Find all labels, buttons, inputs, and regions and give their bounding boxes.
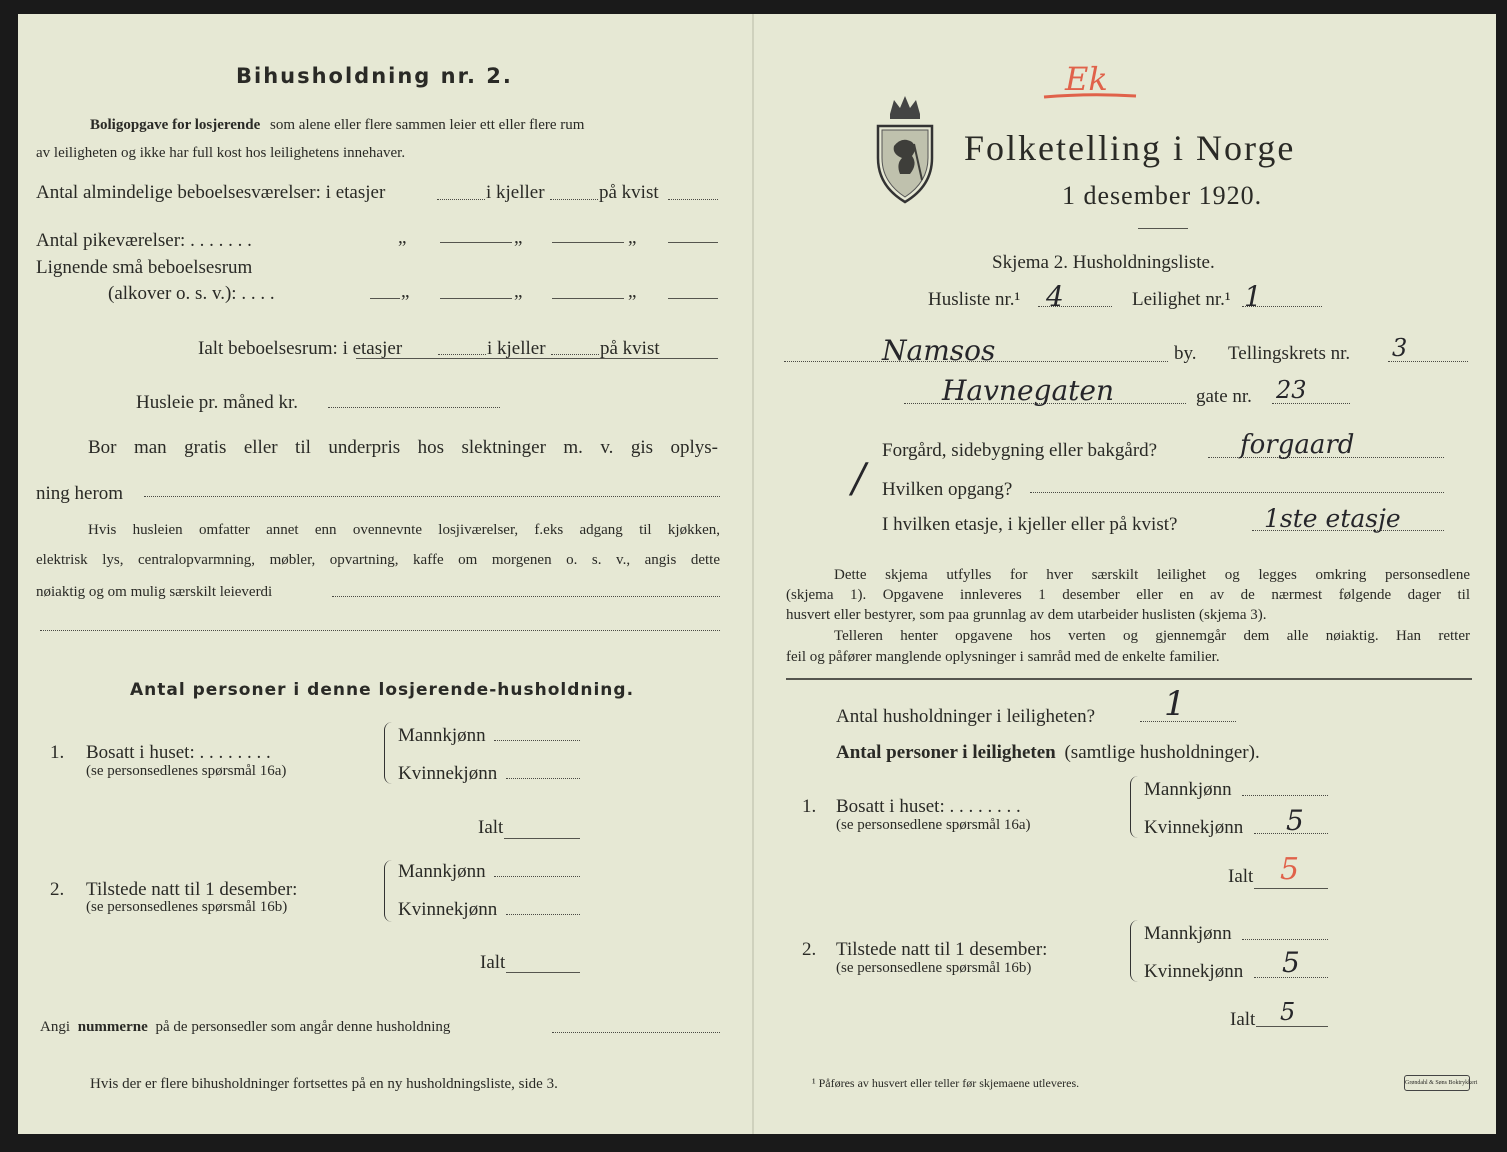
pike-label: Antal pikeværelser: . . . . . . . [36,230,252,251]
hvis-line-1: Hvis husleien omfatter annet enn ovennevnte losjiværelser, f.eks adgang til kjøkken, [88,522,720,538]
hvis-line-2: elektrisk lys, centralopvarmning, møbler, opvartning, kaffe om morgenen o. s. v., angis dette [36,552,720,568]
left-q2-mann: Mannkjønn [398,861,486,882]
left-intro-bold: Boligopgave for losjerende [90,117,261,133]
right-date: 1 desember 1920. [1062,181,1263,210]
right-q2-sub: (se personsedlene spørsmål 16b) [836,960,1032,976]
right-q1-num: 1. [802,796,817,817]
left-q1-kvinne-line [506,778,580,779]
right-q1-kvinne: Kvinnekjønn [1144,817,1244,838]
angi-bold: nummerne [77,1019,148,1035]
angi-line [40,1020,450,1035]
right-q2-ialt: Ialt [1230,1009,1256,1030]
ialt-rooms-label: Ialt beboelsesrum: i etasjer [198,338,403,359]
margin-mark: / [852,456,866,502]
left-title: Bihusholdning nr. 2. [236,64,513,88]
left-q1-kvinne: Kvinnekjønn [398,763,498,784]
right-q2-brace [1130,920,1139,982]
opgang-label: Hvilken opgang? [882,479,1013,500]
angi-dotted-line [552,1032,720,1033]
rooms-kjeller-line [550,199,598,200]
right-q1-ialt-line [1254,888,1328,889]
left-q1-num: 1. [50,742,65,763]
gate-value: Havnegaten [942,374,1115,407]
left-intro-rest: som alene eller flere sammen leier ett eller flere rum [270,117,585,133]
bor-line-2: ning herom [36,483,124,504]
ialt-kvist-label: på kvist [600,338,660,359]
opgang-line [1030,492,1444,493]
right-q2-kvinne: Kvinnekjønn [1144,961,1244,982]
right-antal-heading [836,743,1260,762]
rooms-kjeller-label: i kjeller [486,182,545,203]
rooms-kvist-label: på kvist [599,182,659,203]
left-q2-kvinne: Kvinnekjønn [398,899,498,920]
by-label: by. [1174,343,1197,364]
ialt-kjeller-label: i kjeller [487,338,546,359]
forgaard-label: Forgård, sidebygning eller bakgård? [882,440,1158,461]
left-q2-sub: (se personsedlenes spørsmål 16b) [86,899,288,915]
para1-line-1: Dette skjema utfylles for hver særskilt leilighet og legges omkring personsedlene [834,567,1470,583]
husleie-line [328,407,500,408]
hvis-line-3: nøiaktig og om mulig særskilt leieverdi [36,584,273,600]
para1-line-2: (skjema 1). Opgavene innleveres 1 desember eller en av de nærmest følgende dager til [786,587,1470,603]
angi-rest: på de personsedler som angår denne husholdning [155,1019,451,1035]
section-rule [786,678,1472,680]
left-footer: Hvis der er flere bihusholdninger fortsettes på en ny husholdningsliste, side 3. [90,1076,558,1092]
ialt-kjeller-line [551,354,599,355]
hush-label: Antal husholdninger i leiligheten? [836,706,1096,727]
leilighet-label: Leilighet nr.¹ [1132,289,1231,310]
right-q1-mann-line [1242,795,1328,796]
etasje-label: I hvilken etasje, i kjeller eller på kvist? [882,514,1178,535]
right-q1-mann: Mannkjønn [1144,779,1232,800]
para2-line-1: Telleren henter opgavene hos verten og gjennemgår dem alle nøiaktig. Han retter [834,628,1470,644]
hvis-line [332,596,720,597]
bor-line [144,496,720,497]
right-q1-brace [1130,776,1139,838]
hvis-extra-line [40,630,720,631]
gate-label: gate nr. [1196,386,1252,407]
ialt-etasjer-line [438,354,486,355]
left-q2-mann-line [494,876,580,877]
right-antal-heading-bold: Antal personer i leiligheten [836,742,1056,763]
lignende-ditto-2: „ [514,281,523,302]
left-intro-line-1 [90,118,584,133]
lignende-line-1 [440,298,512,299]
lignende-line-3 [668,298,718,299]
page-fold [752,14,754,1134]
right-q1-kvinne-value: 5 [1286,804,1304,837]
title-rule [1138,228,1188,229]
husliste-label: Husliste nr.¹ [928,289,1021,310]
right-q2-mann-line [1242,939,1328,940]
right-q1-ialt-value: 5 [1280,852,1300,887]
skjema-label: Skjema 2. Husholdningsliste. [992,252,1215,273]
right-q2-kvinne-value: 5 [1282,946,1300,979]
pike-ditto-3: „ [628,227,637,248]
pike-line-3 [668,242,718,243]
by-value: Namsos [882,334,996,367]
left-q2-ialt: Ialt [480,952,506,973]
angi-pre: Angi [40,1019,70,1035]
right-antal-heading-rest: (samtlige husholdninger). [1064,742,1260,763]
right-title: Folketelling i Norge [964,128,1296,168]
lignende-label-1: Lignende små beboelsesrum [36,257,253,278]
lignende-label-2: (alkover o. s. v.): . . . . [108,283,275,304]
pike-line-1 [440,242,512,243]
left-q2-label: Tilstede natt til 1 desember: [86,879,298,900]
right-q2-ialt-line [1256,1026,1328,1027]
para2-line-2: feil og påfører manglende oplysninger i samråd med de enkelte familier. [786,649,1220,665]
right-q2-mann: Mannkjønn [1144,923,1232,944]
left-q1-ialt-line [504,838,580,839]
right-q1-ialt: Ialt [1228,866,1254,887]
lignende-line-2 [552,298,624,299]
rooms-etasjer-line [437,199,485,200]
norway-coat-of-arms-icon [872,94,938,206]
lignende-line-0 [370,298,400,299]
pike-line-2 [552,242,624,243]
lignende-ditto: „ [401,281,410,302]
right-q2-label: Tilstede natt til 1 desember: [836,939,1048,960]
left-q2-num: 2. [50,879,65,900]
hush-line [1140,721,1236,722]
gate-nr-value: 23 [1276,376,1307,404]
stamp-handwritten: Ek [1065,60,1108,98]
left-q2-ialt-line [506,972,580,973]
left-q1-label: Bosatt i huset: . . . . . . . . [86,742,271,763]
hush-value: 1 [1164,684,1186,724]
husleie-label: Husleie pr. måned kr. [136,392,298,413]
left-intro-line-2: av leiligheten og ikke har full kost hos leilighetens innehaver. [36,145,406,161]
right-q1-sub: (se personsedlene spørsmål 16a) [836,817,1031,833]
pike-ditto-2: „ [514,227,523,248]
rooms-kvist-line [668,199,718,200]
tellingskrets-value: 3 [1392,334,1408,362]
left-q1-mann: Mannkjønn [398,725,486,746]
etasje-value: 1ste etasje [1264,504,1401,533]
lignende-ditto-3: „ [628,281,637,302]
rooms-label: Antal almindelige beboelsesværelser: i etasjer [36,182,386,203]
para1-line-3: husvert eller bestyrer, som paa grunnlag av dem utarbeider huslisten (skjema 3). [786,607,1267,623]
tellingskrets-label: Tellingskrets nr. [1228,343,1351,364]
left-q1-sub: (se personsedlenes spørsmål 16a) [86,763,287,779]
left-q2-kvinne-line [506,914,580,915]
printer-mark: Grøndahl & Søns Boktrykkeri [1404,1075,1470,1091]
forgaard-value: forgaard [1240,430,1355,460]
left-q1-ialt: Ialt [478,817,504,838]
bor-line-1: Bor man gratis eller til underpris hos slektninger m. v. gis oplys- [88,437,718,458]
left-q2-brace [384,860,393,922]
left-q1-mann-line [494,740,580,741]
husliste-value: 4 [1046,280,1064,313]
right-q2-ialt-value: 5 [1280,998,1296,1026]
pike-ditto: „ [398,227,407,248]
leilighet-value: 1 [1244,280,1262,313]
left-antal-heading: Antal personer i denne losjerende-husholdning. [130,680,635,700]
left-q1-brace [384,722,393,784]
footnote: ¹ Påføres av husvert eller teller før skjemaene utleveres. [812,1076,1080,1090]
stamp-underline [1042,92,1138,100]
right-q2-num: 2. [802,939,817,960]
right-q1-label: Bosatt i huset: . . . . . . . . [836,796,1021,817]
